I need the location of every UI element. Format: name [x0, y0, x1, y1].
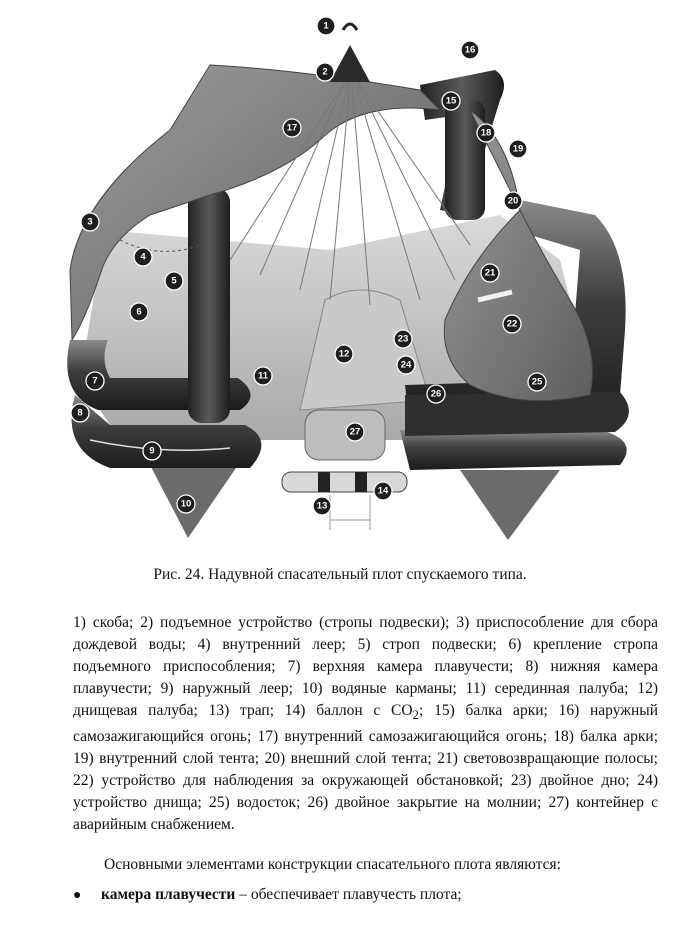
svg-text:22: 22	[506, 318, 518, 330]
callout-5	[165, 272, 183, 290]
callout-8	[71, 404, 89, 422]
svg-text:24: 24	[400, 359, 412, 371]
svg-text:3: 3	[87, 216, 93, 228]
callout-17	[283, 119, 301, 137]
callout-16	[461, 41, 479, 59]
svg-text:10: 10	[180, 498, 192, 510]
svg-text:17: 17	[286, 122, 298, 134]
svg-text:12: 12	[338, 348, 350, 360]
water-pocket-right	[460, 470, 560, 540]
svg-text:5: 5	[171, 275, 177, 287]
callout-23	[394, 330, 412, 348]
callout-15	[442, 92, 460, 110]
callout-25	[528, 373, 546, 391]
legend-co2-subscript: 2	[412, 707, 419, 723]
callout-14	[374, 482, 392, 500]
callout-19	[509, 140, 527, 158]
callout-26	[427, 385, 445, 403]
svg-text:23: 23	[397, 333, 409, 345]
intro-paragraph: Основными элементами конструкции спасательного плота являются:	[104, 856, 561, 873]
svg-text:26: 26	[430, 388, 442, 400]
callout-1	[317, 17, 335, 35]
callout-4	[134, 248, 152, 266]
svg-text:9: 9	[149, 445, 155, 457]
co2-cylinder-stripe-1	[318, 472, 330, 492]
boarding-ladder	[330, 495, 370, 530]
legend-text-part-1: 1) скоба; 2) подъемное устройство (стропы подвески); 3) приспособление для сбора дождевой воды; 4) внутренний леер; 5) строп подвески; 6) крепление стропа подъемного приспособления; 7) верхняя камера плавучести; 8) нижняя камера плавучести; 9) наружный леер; 10) водяные карманы; 11) серединная палуба; 12) днищевая палуба; 13) трап; 14) баллон с СО	[73, 614, 658, 719]
svg-text:4: 4	[140, 251, 146, 263]
svg-text:6: 6	[136, 306, 142, 318]
svg-text:20: 20	[507, 195, 519, 207]
svg-text:19: 19	[512, 143, 524, 155]
list-item-term: камера плавучести	[101, 886, 236, 903]
svg-text:18: 18	[480, 127, 492, 139]
svg-text:14: 14	[377, 485, 389, 497]
svg-text:7: 7	[92, 375, 98, 387]
svg-text:13: 13	[316, 500, 328, 512]
svg-text:16: 16	[464, 44, 476, 56]
svg-text:25: 25	[531, 376, 543, 388]
callout-9	[143, 442, 161, 460]
co2-cylinder-stripe-2	[355, 472, 367, 492]
callout-11	[254, 367, 272, 385]
callout-10	[177, 495, 195, 513]
svg-text:1: 1	[323, 20, 329, 32]
svg-text:11: 11	[257, 370, 269, 382]
callout-22	[503, 315, 521, 333]
svg-text:15: 15	[445, 95, 457, 107]
callout-24	[397, 356, 415, 374]
arch-beam-left	[188, 188, 230, 423]
lifting-device	[330, 45, 370, 82]
callout-20	[504, 192, 522, 210]
svg-text:21: 21	[484, 267, 496, 279]
callout-21	[481, 264, 499, 282]
list-item	[73, 886, 462, 904]
callout-13	[313, 497, 331, 515]
callout-6	[130, 303, 148, 321]
list-item-description: – обеспечивает плавучесть плота;	[235, 886, 462, 903]
svg-text:8: 8	[77, 407, 83, 419]
svg-text:27: 27	[349, 426, 361, 438]
figure-caption: Рис. 24. Надувной спасательный плот спускаемого типа.	[153, 566, 527, 583]
callout-7	[86, 372, 104, 390]
emergency-container	[305, 410, 385, 460]
svg-text:2: 2	[322, 66, 328, 78]
legend-text-part-2: ; 15) балка арки; 16) наружный самозажигающийся огонь; 17) внутренний самозажигающийся огонь; 18) балка арки; 19) внутренний слой тента; 20) внешний слой тента; 21) световозвращающие полосы; 22) устройство для наблюдения за окружающей обстановкой; 23) двойное дно; 24) устройство днища; 25) водосток; 26) двойное закрытие на молнии; 27) контейнер с аварийным снабжением.	[73, 702, 658, 834]
lower-buoyancy-tube-right	[400, 430, 627, 470]
element-list	[73, 886, 462, 904]
callout-12	[335, 345, 353, 363]
shackle	[343, 24, 357, 30]
callout-27	[346, 423, 364, 441]
bullet-icon: ●	[73, 888, 82, 903]
callout-2	[316, 63, 334, 81]
callout-3	[81, 213, 99, 231]
callout-18	[477, 124, 495, 142]
figure-legend	[73, 612, 658, 836]
